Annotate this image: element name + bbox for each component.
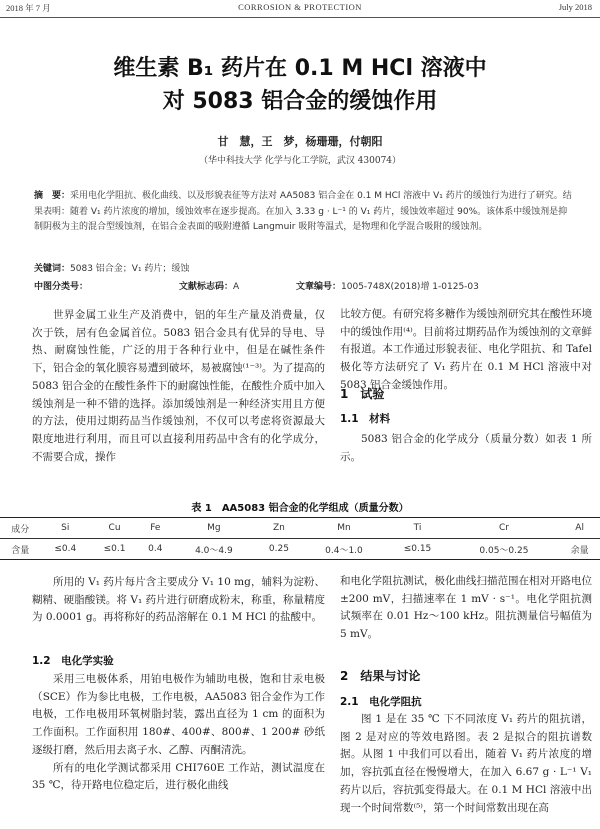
doc-code-value: A bbox=[233, 282, 240, 292]
paper-title-line-2: 对 5083 铝合金的缓蚀作用 bbox=[162, 89, 438, 114]
intro-right-column bbox=[340, 306, 592, 395]
table-cell: 含量 bbox=[0, 539, 41, 560]
header-date-right: July 2018 bbox=[558, 2, 592, 12]
table-1 bbox=[0, 517, 600, 560]
table-header-cell: Mg bbox=[171, 518, 256, 539]
sample-prep-column bbox=[32, 574, 325, 627]
materials-paragraph-wrap bbox=[340, 431, 592, 466]
table-cell: 0.05～0.25 bbox=[449, 539, 560, 560]
table-header-cell: Ti bbox=[386, 518, 448, 539]
table-cell: 4.0～4.9 bbox=[171, 539, 256, 560]
section-heading-1: 1 试验 bbox=[340, 387, 385, 401]
doc-code-label: 文献标志码： bbox=[179, 282, 234, 292]
intro-left-column bbox=[32, 307, 325, 466]
abstract-text: 采用电化学阻抗、极化曲线、以及形貌表征等方法对 AA5083 铝合金在 0.1 M HCl 溶液中 V₁ 药片的缓蚀行为进行了研究。结果表明：随着 V₁ 药片浓度的增加，缓蚀效率在逐步提高。在加入 3.33 g · L⁻¹ 的 V₁ 药片，缓蚀效率超过 90%。该体系中缓蚀剂是抑制阴极为主的混合型缓蚀剂，在铝合金表面的吸附遵循 Langmuir 吸附等温式，是物理和化学混合吸附的缓蚀剂。 bbox=[34, 191, 572, 232]
section-heading-1-2: 1.2 电化学实验 bbox=[32, 655, 114, 667]
section-heading-2: 2 结果与讨论 bbox=[340, 669, 421, 683]
intro-paragraph-right: 比较方便。有研究将多糖作为缓蚀剂研究其在酸性环境中的缓蚀作用⁽⁴⁾。目前将过期药品作为缓蚀剂的文章鲜有报道。本工作通过形貌表征、电化学阻抗、和 Tafel 极化等方法研究了 V₁ 药片在 0.1 M HCl 溶液中对 5083 铝合金缓蚀作用。 bbox=[340, 308, 592, 391]
header-date-left: 2018 年 7 月 bbox=[6, 3, 51, 13]
paper-title-line-1: 维生素 B₁ 药片在 0.1 M HCl 溶液中 bbox=[113, 56, 487, 81]
keywords-label: 关键词： bbox=[34, 264, 71, 274]
test-params-paragraph: 和电化学阻抗测试，极化曲线扫描范围在相对开路电位 ±200 mV，扫描速率在 1 mV · s⁻¹。电化学阻抗测试频率在 0.01 Hz～100 kHz。阻抗测量信号幅值为 5 mV。 bbox=[340, 575, 592, 641]
table-header-cell: Cu bbox=[90, 518, 139, 539]
table-cell: 0.4 bbox=[139, 539, 171, 560]
materials-paragraph: 5083 铝合金的化学成分（质量分数）如表 1 所示。 bbox=[340, 433, 592, 463]
keywords-text: 5083 铝合金；V₁ 药片；缓蚀 bbox=[70, 264, 190, 274]
table-header-cell: 成分 bbox=[0, 518, 41, 539]
results-column bbox=[340, 711, 592, 817]
table-1-caption: 表 1 AA5083 铝合金的化学组成（质量分数） bbox=[191, 503, 409, 514]
table-row bbox=[0, 539, 600, 560]
electrochem-column bbox=[32, 671, 325, 795]
table-header-cell: Si bbox=[41, 518, 90, 539]
sample-prep-paragraph: 所用的 V₁ 药片每片含主要成分 V₁ 10 mg，辅料为淀粉、糊精、硬脂酸镁。将 V₁ 药片进行研磨成粉末，称重，称量精度为 0.0001 g。再将称好的药品溶解在 0.1 M HCl 的盐酸中。 bbox=[32, 576, 325, 624]
running-header bbox=[0, 2, 600, 16]
header-rule bbox=[0, 17, 600, 18]
table-header-cell: Al bbox=[559, 518, 600, 539]
table-cell: ≤0.4 bbox=[41, 539, 90, 560]
affiliation: （华中科技大学 化学与化工学院，武汉 430074） bbox=[198, 156, 402, 166]
author-list: 甘 慧，王 梦，杨珊珊，付朝阳 bbox=[217, 135, 383, 148]
article-number-value: 1005-748X(2018)增 1-0125-03 bbox=[341, 282, 479, 292]
header-journal-name: CORROSION & PROTECTION bbox=[238, 2, 362, 12]
table-cell: ≤0.15 bbox=[386, 539, 448, 560]
table-header-row bbox=[0, 518, 600, 539]
section-heading-1-1: 1.1 材料 bbox=[340, 413, 391, 425]
test-params-column bbox=[340, 573, 592, 644]
table-header-cell: Fe bbox=[139, 518, 171, 539]
table-header-cell: Zn bbox=[256, 518, 301, 539]
intro-paragraph-left: 世界金属工业生产及消费中，铝的年生产量及消费量，仅次于铁，居有色金属首位。5083 铝合金具有优异的导电、导热、耐腐蚀性能，广泛的用于各种行业中，但是在碱性条件下，铝合金的氧化膜容易遭到破坏，易被腐蚀⁽¹⁻³⁾。为了提高的 5083 铝合金的在酸性条件下的耐腐蚀性能，在酸性介质中加入缓蚀剂是一种不错的选择。添加缓蚀剂是一种经济实用且方便的方法，使用过期药品当作缓蚀剂，不仅可以考虑将资源最大限度地进行利用，而且可以直接利用药品中含有的化学成分，不需要合成，操作 bbox=[32, 309, 325, 463]
table-cell: ≤0.1 bbox=[90, 539, 139, 560]
table-cell: 余量 bbox=[559, 539, 600, 560]
electrochem-paragraph-2: 所有的电化学测试都采用 CHI760E 工作站，测试温度在 35 ℃，待开路电位稳定后，进行极化曲线 bbox=[32, 761, 325, 792]
abstract bbox=[34, 189, 574, 236]
clc-label: 中图分类号： bbox=[34, 282, 89, 292]
article-number-label: 文章编号： bbox=[296, 282, 342, 292]
table-header-cell: Mn bbox=[302, 518, 387, 539]
table-cell: 0.25 bbox=[256, 539, 301, 560]
results-paragraph: 图 1 是在 35 ℃ 下不同浓度 V₁ 药片的阻抗谱，图 2 是对应的等效电路图。表 2 是拟合的阻抗谱数据。从图 1 中我们可以看出，随着 V₁ 药片浓度的增加，容抗弧直径在慢慢增大，在加入 6.67 g · L⁻¹ V₁ 药片以后，容抗弧变得最大。在 0.1 M HCl 溶液中出现一个时间常数⁽⁵⁾，第一个时间常数出现在高 bbox=[340, 713, 592, 814]
table-header-cell: Cr bbox=[449, 518, 560, 539]
table-cell: 0.4～1.0 bbox=[302, 539, 387, 560]
article-meta-row bbox=[34, 279, 594, 293]
electrochem-paragraph-1: 采用三电极体系，用铂电极作为辅助电极，饱和甘汞电极（SCE）作为参比电极，工作电极，AA5083 铝合金作为工作电极，工作电极用环氧树脂封装，露出直径为 1 cm 的面积为工作面积。工作面积用 180#、400#、800#、1 200# 砂纸逐级打磨，然后用去离子水、乙醇、丙酮清洗。 bbox=[32, 673, 325, 756]
abstract-label: 摘 要： bbox=[34, 191, 71, 201]
section-heading-2-1: 2.1 电化学阻抗 bbox=[340, 696, 422, 708]
keywords bbox=[34, 262, 574, 278]
